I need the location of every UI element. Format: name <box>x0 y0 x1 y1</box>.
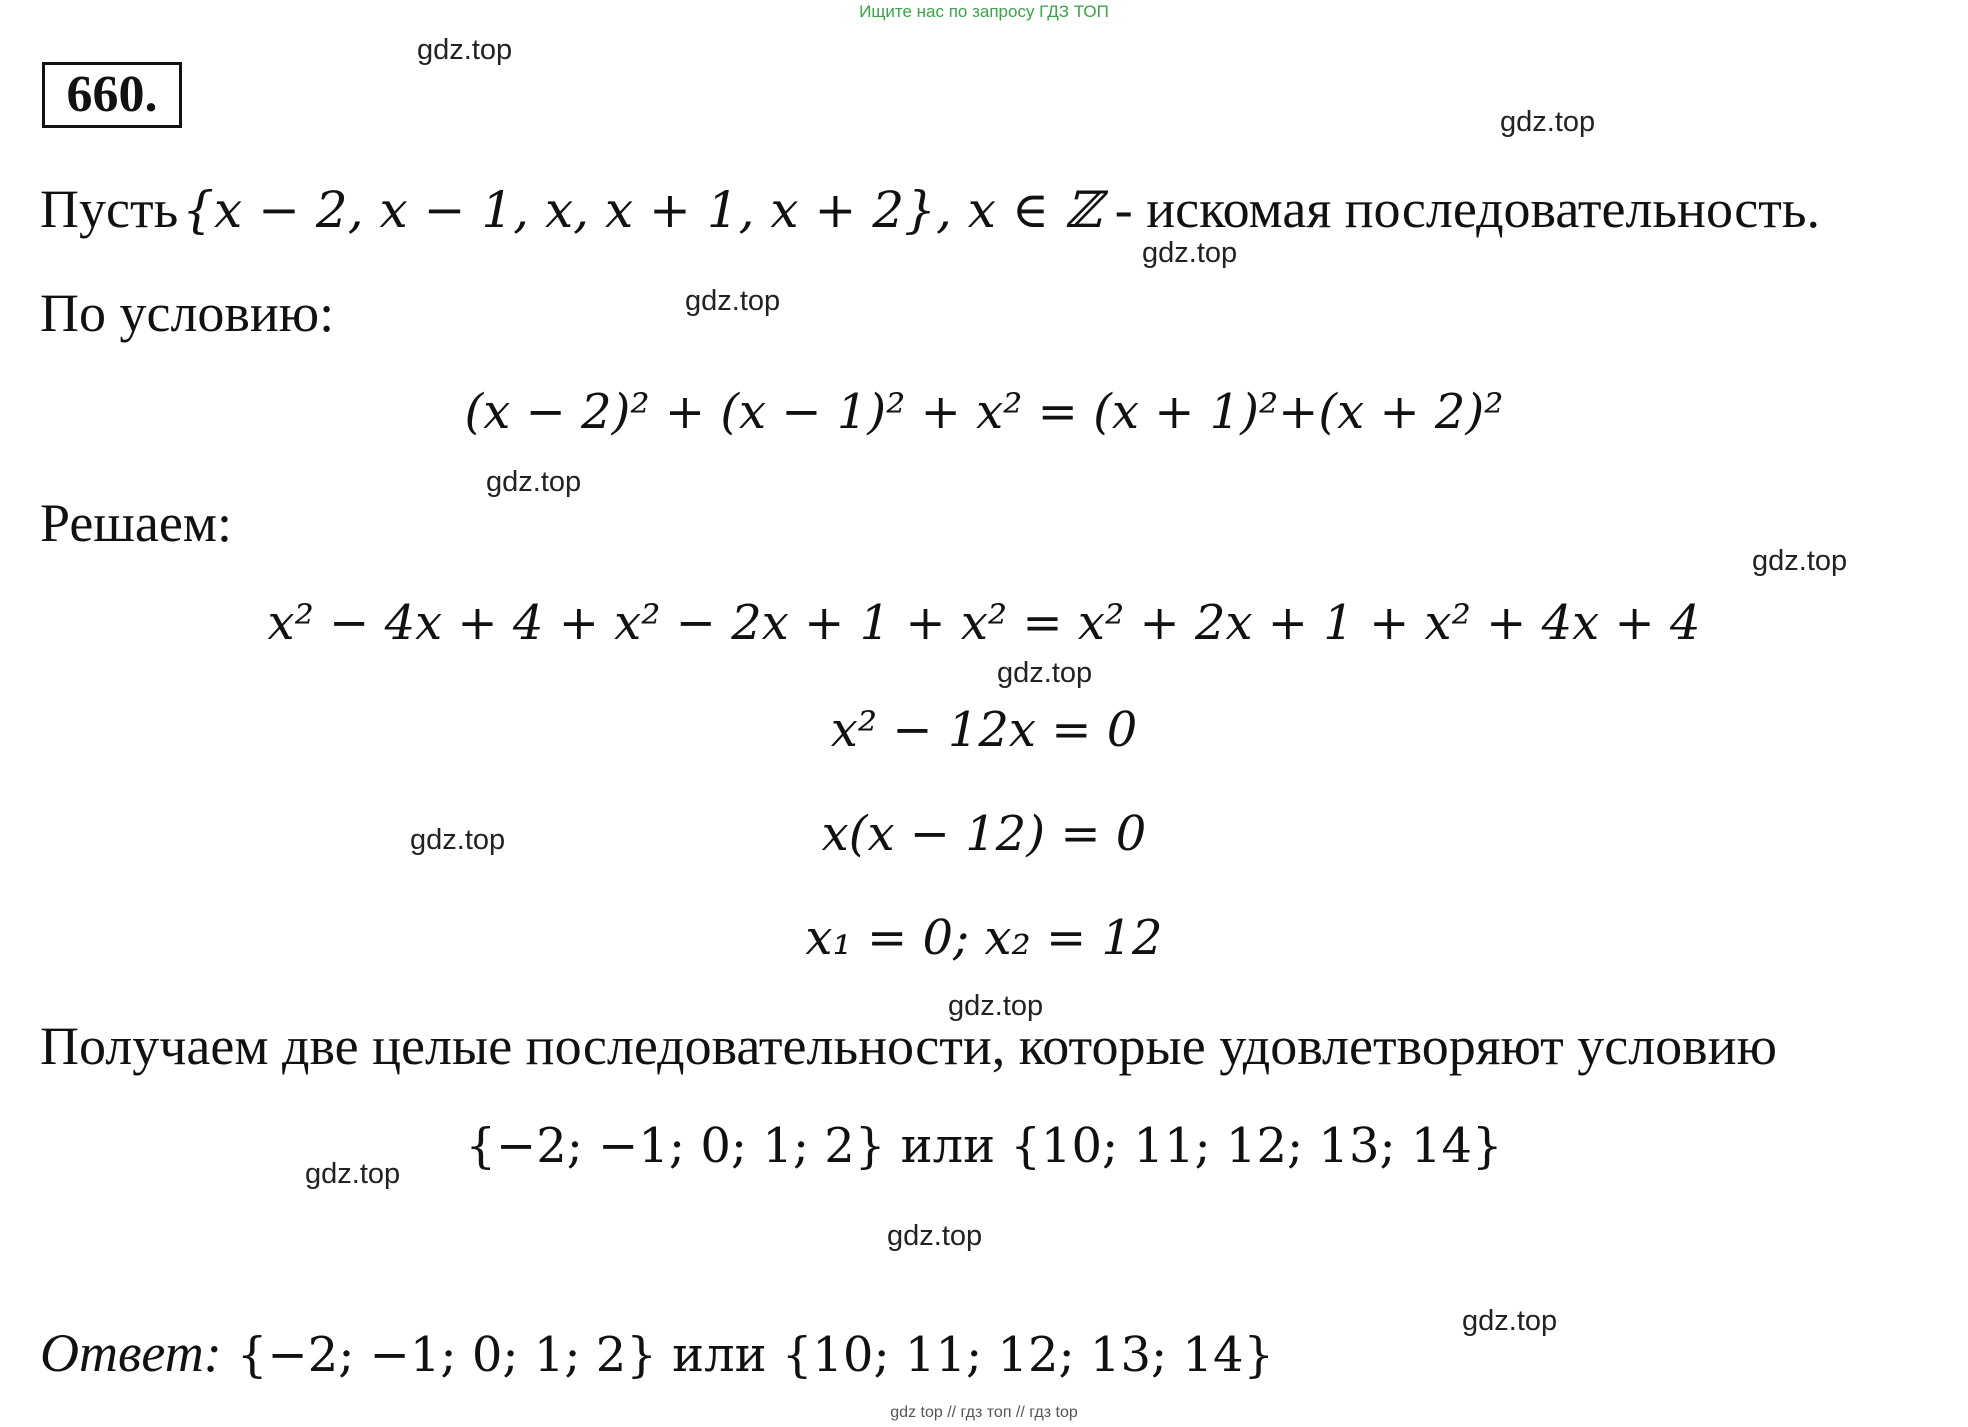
watermark: gdz.top <box>417 34 513 66</box>
conclusion-text: Получаем две целые последовательности, которые удовлетворяют условию <box>40 1016 1777 1076</box>
watermark: gdz.top <box>1462 1305 1558 1337</box>
watermark: gdz.top <box>887 1220 983 1252</box>
watermark: gdz.top <box>948 990 1044 1022</box>
intro-line <box>40 178 1820 240</box>
intro-set: {x − 2, x − 1, x, x + 1, x + 2}, x ∈ ℤ <box>182 181 1102 239</box>
answer-label: Ответ: <box>40 1323 222 1383</box>
intro-rest: - искомая последовательность. <box>1101 179 1820 239</box>
intro-lead: Пусть <box>40 179 179 239</box>
watermark: gdz.top <box>685 285 781 317</box>
watermark: gdz.top <box>1752 545 1848 577</box>
step-simplified: x² − 12x = 0 <box>830 702 1138 758</box>
watermark: gdz.top <box>1500 106 1596 138</box>
watermark: gdz.top <box>1142 237 1238 269</box>
top-banner: Ищите нас по запросу ГДЗ ТОП <box>859 2 1109 21</box>
step-roots: x₁ = 0; x₂ = 12 <box>805 910 1163 966</box>
watermark: gdz.top <box>410 824 506 856</box>
answer-line <box>40 1322 1274 1384</box>
step-factored: x(x − 12) = 0 <box>821 806 1147 862</box>
condition-label: По условию: <box>40 283 335 343</box>
solve-label: Решаем: <box>40 493 232 553</box>
result-sets: {−2; −1; 0; 1; 2} или {10; 11; 12; 13; 14} <box>465 1118 1503 1174</box>
condition-equation: (x − 2)² + (x − 1)² + x² = (x + 1)²+(x + 2)² <box>464 384 1504 440</box>
step-expanded: x² − 4x + 4 + x² − 2x + 1 + x² = x² + 2x + 1 + x² + 4x + 4 <box>267 595 1701 651</box>
problem-number: 660. <box>42 62 182 128</box>
answer-value: {−2; −1; 0; 1; 2} или {10; 11; 12; 13; 14} <box>221 1327 1275 1383</box>
watermark: gdz.top <box>997 657 1093 689</box>
footer: gdz top // гдз топ // гдз top <box>890 1404 1078 1421</box>
watermark: gdz.top <box>305 1158 401 1190</box>
watermark: gdz.top <box>486 466 582 498</box>
